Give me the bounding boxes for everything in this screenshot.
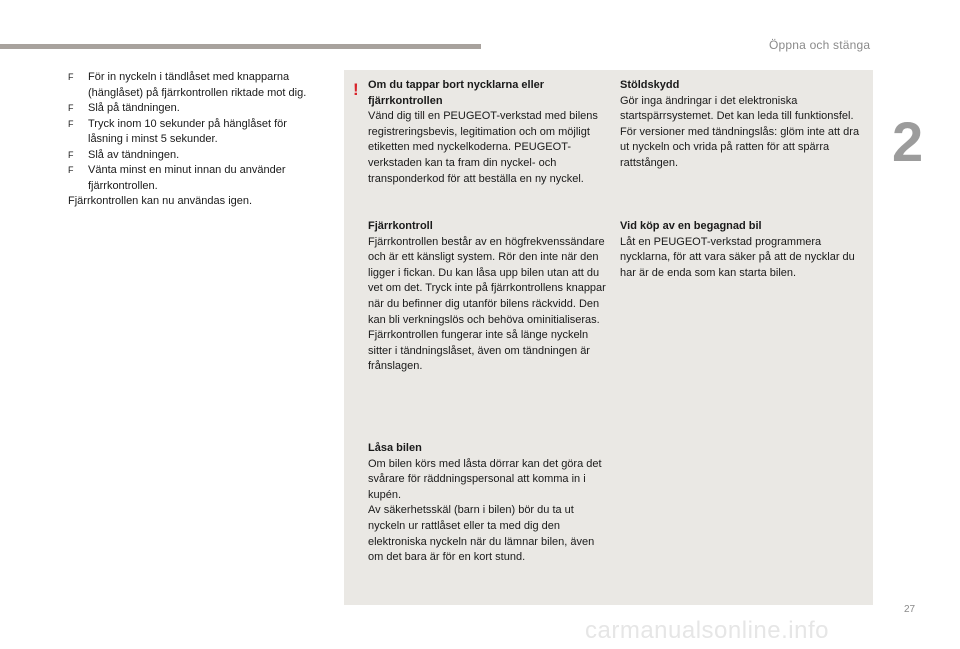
- list-item: F Tryck inom 10 sekunder på hänglåset för låsning i minst 5 sekunder.: [68, 117, 287, 145]
- section-title: Fjärrkontroll: [368, 220, 433, 232]
- chapter-title: Öppna och stänga: [769, 38, 871, 52]
- section-title: Stöldskydd: [620, 79, 680, 91]
- check-box-icon: F: [68, 103, 74, 113]
- locking-section: [368, 441, 612, 566]
- section-title: Vid köp av en begagnad bil: [620, 220, 762, 232]
- watermark: carmanualsonline.info: [585, 617, 829, 644]
- list-item: F Vänta minst en minut innan du använder fjärrkontrollen.: [68, 164, 286, 192]
- antitheft-section: [620, 78, 865, 172]
- section-body: Av säkerhetsskäl (barn i bilen) bör du ta ut nyckeln ur rattlåset eller ta med dig den elektroniska nyckeln när du lämnar bilen, även om det bara är för en kort stund.: [368, 504, 595, 564]
- section-title: Om du tappar bort nycklarna eller fjärrkontrollen: [368, 79, 545, 107]
- page-number: 27: [904, 604, 916, 615]
- list-item: F Slå av tändningen.: [68, 148, 308, 164]
- header-bar: [0, 44, 481, 49]
- instructions-column: [68, 70, 308, 210]
- steps-list: [68, 70, 308, 194]
- section-body: Om bilen körs med låsta dörrar kan det göra det svårare för räddningspersonal att komma in i kupén.: [368, 457, 602, 501]
- list-item: F Slå på tändningen.: [68, 101, 308, 117]
- section-body: Fjärrkontrollen består av en högfrekvenssändare och är ett känsligt system. Rör den inte när den ligger i fickan. Du kan låsa upp bilen utan att du vet om det. Tryck inte på fjärrkontrollens knappar när du befinner dig utanför bilens räckvidd. Den kan bli verkningslös och behöva ominitialiseras. Fjärrkontrollen fungerar inte så länge nyckeln sitter i tändningslåset, även om tändningen är frånslagen.: [368, 235, 606, 373]
- list-item: F För in nyckeln i tändlåset med knapparna (hänglåset) på fjärrkontrollen riktade mot dig.: [68, 71, 307, 99]
- check-box-icon: F: [68, 165, 74, 175]
- closing-text: Fjärrkontrollen kan nu användas igen.: [68, 195, 253, 207]
- remote-section: [368, 219, 612, 375]
- section-title: Låsa bilen: [368, 442, 422, 454]
- lost-keys-section: [368, 78, 612, 187]
- used-car-section: [620, 219, 865, 281]
- section-body: Vänd dig till en PEUGEOT-verkstad med bilens registreringsbevis, legitimation och om möjligt etiketten med nyckelkoderna. PEUGEOT-verkstaden kan ta fram din nyckel- och transponderkod för att beställa en ny nyckel.: [368, 110, 598, 185]
- check-box-icon: F: [68, 118, 74, 129]
- section-body: Låt en PEUGEOT-verkstad programmera nycklarna, för att vara säker på att de nycklar du har är de enda som kan starta bilen.: [620, 235, 855, 279]
- warning-icon: !: [353, 80, 359, 99]
- section-body: För versioner med tändningslås: glöm inte att dra ut nyckeln och vrida på ratten för att spärra rattstången.: [620, 125, 860, 169]
- check-box-icon: F: [68, 149, 74, 160]
- section-body: Gör inga ändringar i det elektroniska startspärrsystemet. Det kan leda till funktionsfel.: [620, 94, 854, 123]
- check-box-icon: F: [68, 72, 74, 82]
- chapter-number: 2: [892, 110, 924, 173]
